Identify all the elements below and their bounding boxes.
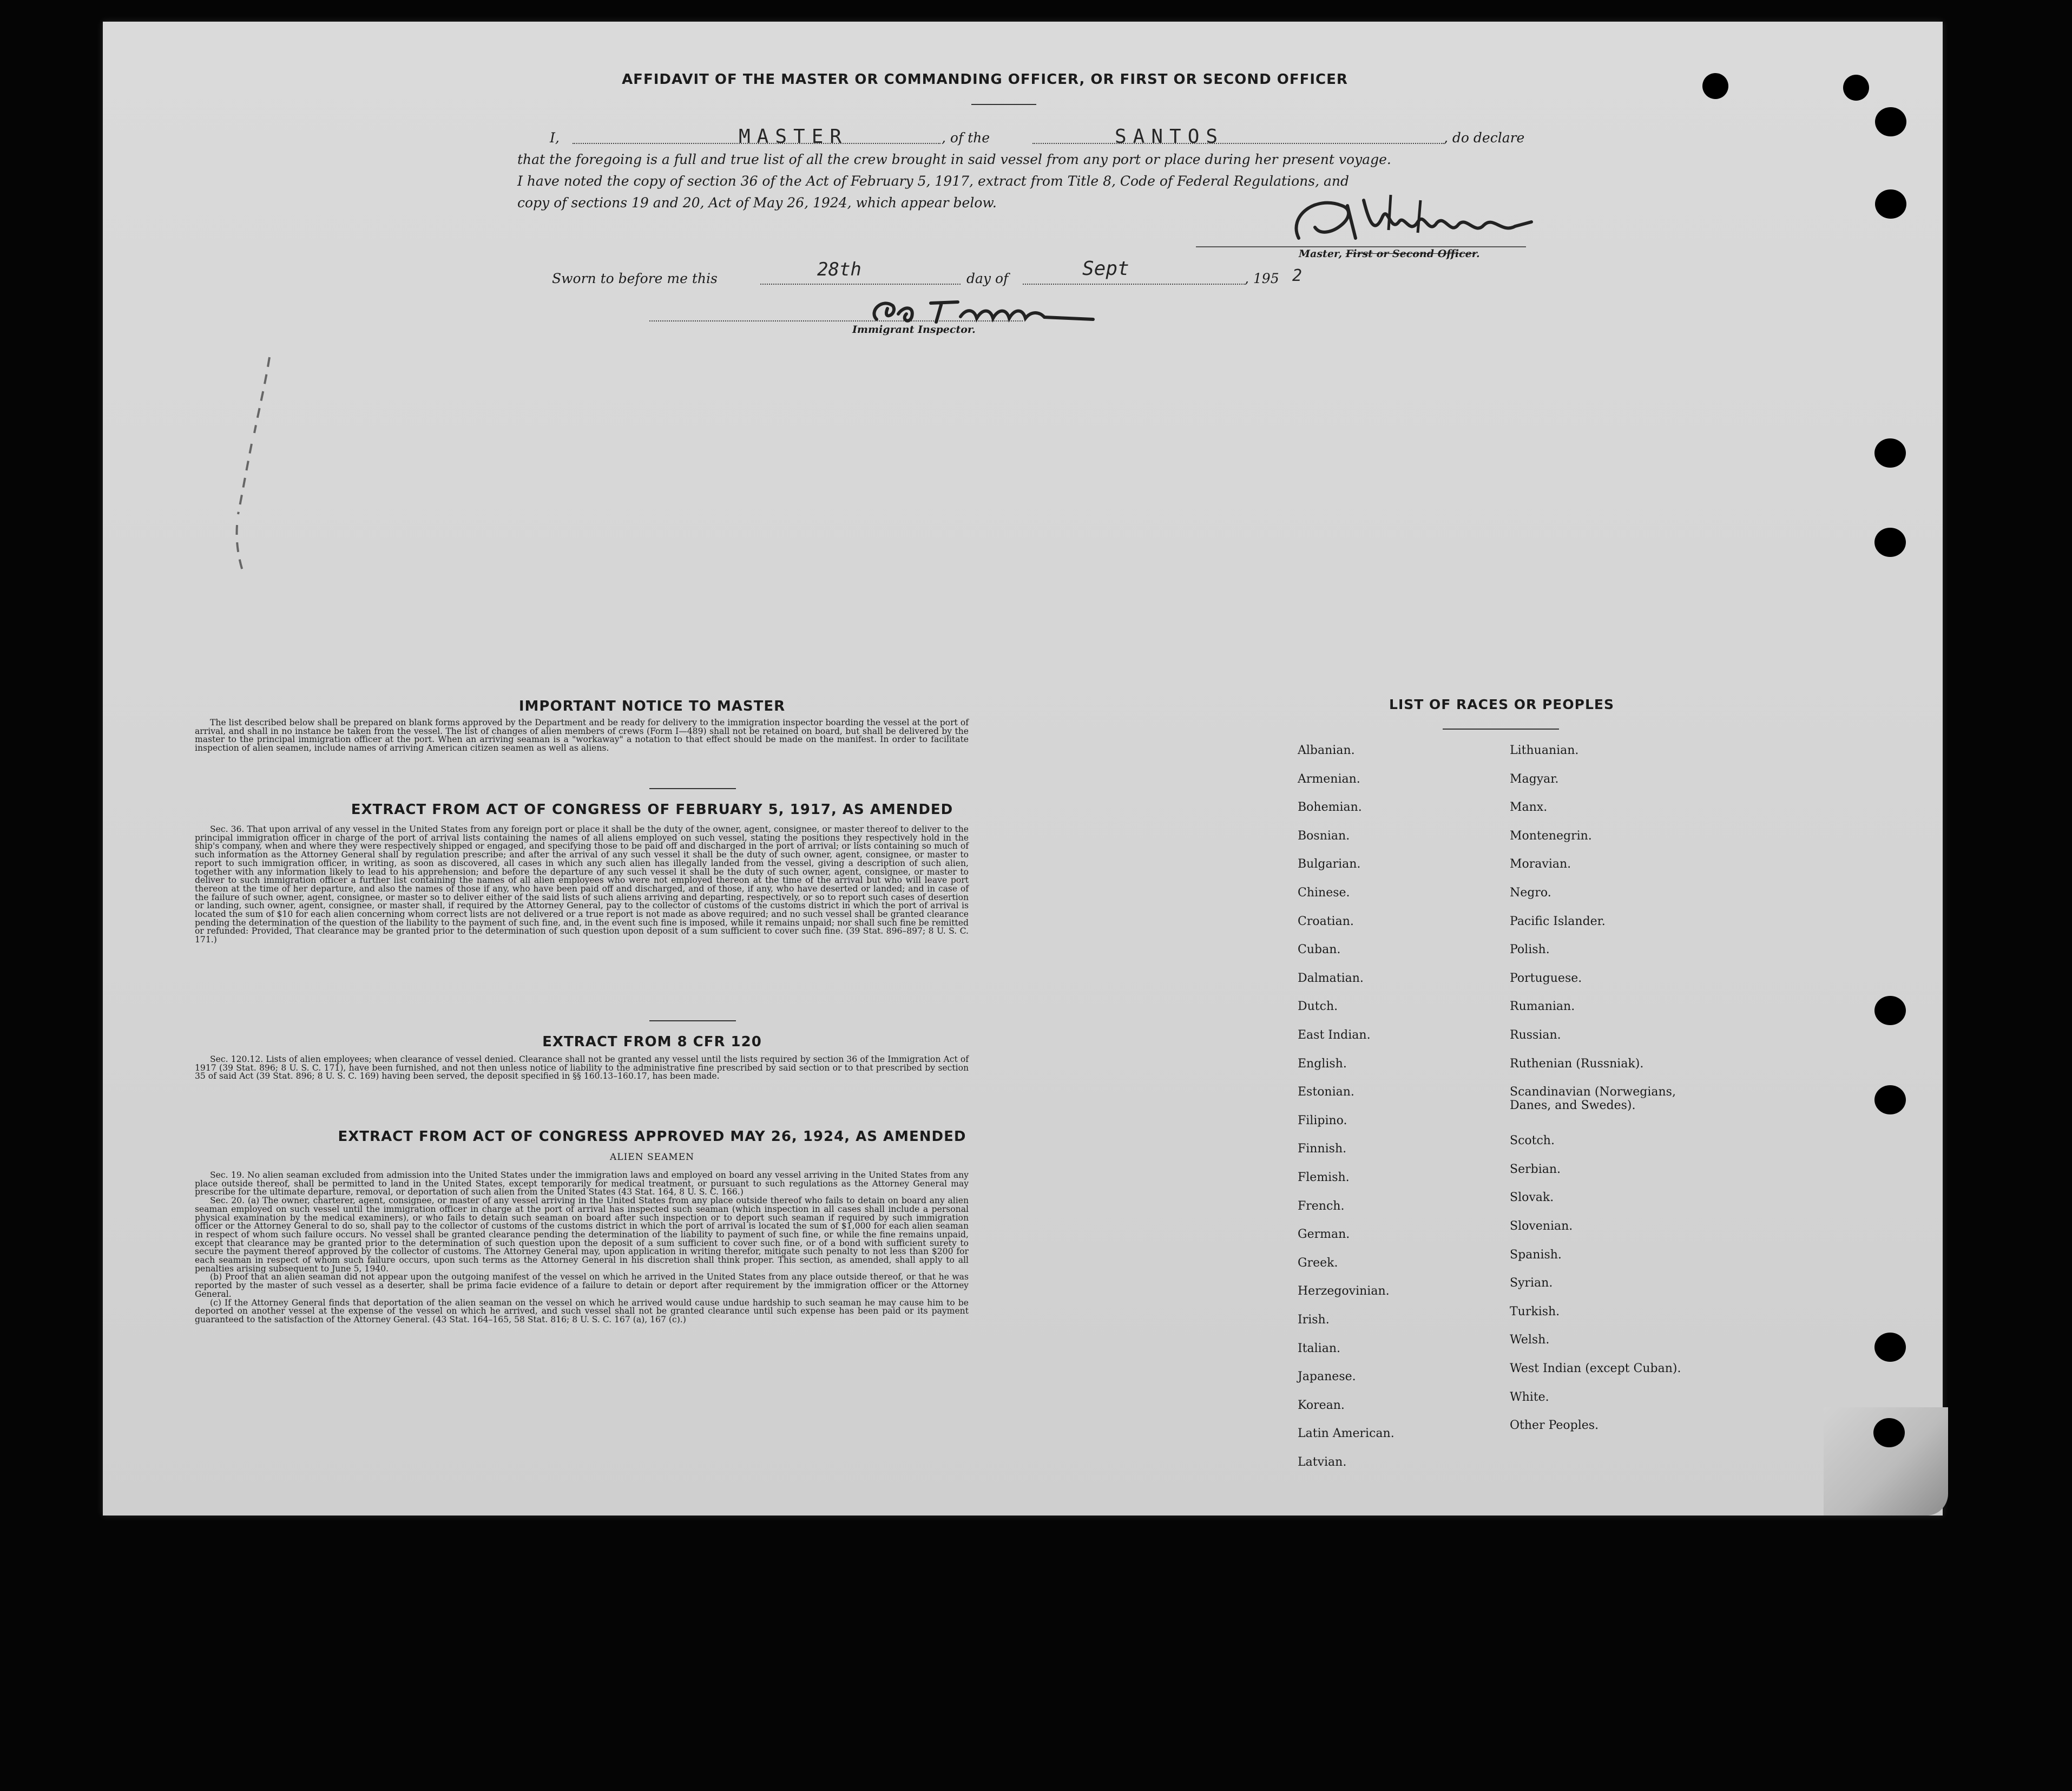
races-divider	[1443, 729, 1559, 730]
year-digit-value: 2	[1292, 266, 1303, 285]
master-signature-caption	[1299, 248, 1480, 260]
race-item: Latvian.	[1298, 1455, 1347, 1469]
race-item: Negro.	[1510, 886, 1551, 900]
race-item: Dutch.	[1298, 1000, 1338, 1014]
race-item: Finnish.	[1298, 1142, 1347, 1156]
sworn-month-field	[1023, 284, 1245, 285]
race-item: Albanian.	[1298, 744, 1355, 757]
race-item: Bohemian.	[1298, 801, 1362, 815]
race-item: Irish.	[1298, 1313, 1330, 1327]
do-declare-label: , do declare	[1444, 130, 1525, 146]
race-item: French.	[1298, 1199, 1345, 1213]
of-the-label: , of the	[942, 130, 990, 146]
race-item: Portuguese.	[1510, 971, 1582, 985]
punch-hole	[1873, 1418, 1905, 1447]
race-item: Italian.	[1298, 1341, 1340, 1355]
caption-struck-officer: First or Second Officer	[1345, 248, 1477, 260]
race-item: Estonian.	[1298, 1085, 1354, 1099]
vessel-value: SANTOS	[1115, 126, 1225, 148]
affidavit-line-4: copy of sections 19 and 20, Act of May 26, 1924, which appear below.	[517, 195, 997, 211]
race-item: Greek.	[1298, 1256, 1338, 1270]
alien-seamen-subtitle: ALIEN SEAMEN	[610, 1152, 694, 1163]
race-item: West Indian (except Cuban).	[1510, 1362, 1681, 1375]
notice-text: The list described below shall be prepared on blank forms approved by the Department and be ready for delivery to the immigration inspector boarding the vessel at the port of arrival, and shall in no instance be taken from the vessel. The list of changes of alien members of crews (Form I—489) shall not be retained on board, but shall be delivered by the master to the principal immigration officer at the port. When an arriving seaman is a "workaway" a notation to that effect should be made on the manifest. In order to facilitate inspection of alien seamen, include names of arriving American citizen seamen as well as aliens.	[195, 718, 969, 753]
extract-1924-title: EXTRACT FROM ACT OF CONGRESS APPROVED MAY 26, 1924, AS AMENDED	[338, 1129, 966, 1145]
race-item: Chinese.	[1298, 886, 1350, 900]
sec20b-text: (b) Proof that an alien seaman did not appear upon the outgoing manifest of the vessel on which he arrived in the United States from any place outside thereof, or that he was reported by the master of such vessel as a deserter, shall be prima facie evidence of a failure to detain or deport after requirement by the immigration officer or the Attorney General.	[195, 1272, 969, 1299]
race-item: Scandinavian (Norwegians, Danes, and Swedes).	[1510, 1085, 1676, 1113]
race-item: Dalmatian.	[1298, 971, 1364, 985]
race-item: Russian.	[1510, 1028, 1561, 1042]
race-item: Other Peoples.	[1510, 1419, 1599, 1433]
race-item: German.	[1298, 1228, 1350, 1242]
affidavit-i-label: I,	[550, 130, 560, 146]
vessel-field	[1032, 143, 1444, 144]
race-item: Montenegrin.	[1510, 829, 1592, 843]
caption-master: Master,	[1299, 248, 1346, 260]
race-item: Flemish.	[1298, 1171, 1350, 1184]
affidavit-title: AFFIDAVIT OF THE MASTER OR COMMANDING OFFICER, OR FIRST OR SECOND OFFICER	[622, 71, 1348, 88]
sworn-label: Sworn to before me this	[552, 271, 718, 286]
race-item: Scotch.	[1510, 1134, 1555, 1148]
race-item: Korean.	[1298, 1398, 1345, 1412]
race-item: Turkish.	[1510, 1304, 1560, 1318]
notice-divider	[649, 788, 736, 789]
extract-1917-text: Sec. 36. That upon arrival of any vessel in the United States from any foreign port or place it shall be the duty of the owner, agent, consignee, or master thereof to deliver to the principal immigration officer in charge of the port of arrival lists containing the names of all aliens employed on such vessel, stating the positions they respectively hold in the ship's company, when and where they were respectively shipped or engaged, and specifying those to be paid off and discharged in the port of arrival; or lists containing so much of such information as the Attorney General shall by regulation prescribe; and after the arrival of any such vessel it shall be the duty of such owner, agent, consignee, or master to report to such immigration officer, in writing, as soon as discovered, all cases in which any such alien has illegally landed from the vessel, giving a description of such alien, together with any information likely to lead to his apprehension; and before the departure of any such vessel it shall be the duty of such owner, agent, consignee, or master to deliver to such immigration officer a further list containing the names of all alien employees who were not employed thereon at the time of the arrival but who will leave port thereon at the time of her departure, and also the names of those if any, who have been paid off and discharged, and of those, if any, who have deserted or landed; and in case of the failure of such owner, agent, consignee, or master so to deliver either of the said lists of such aliens arriving and departing, respectively, or so to report such cases of desertion or landing, such owner, agent, consignee, or master shall, if required by the Attorney General, pay to the collector of customs of the customs district in which the port of arrival is located the sum of $10 for each alien concerning whom correct lists are not delivered or a true report is not made as above required; and no such vessel shall be granted clearance pending the determination of the question of the liability to the payment of such fine, and, in the event such fine is imposed, while it remains unpaid; nor shall such fine be remitted or refunded: Provided, That clearance may be granted prior to the determination of such question upon deposit of a sum sufficient to cover such fine. (39 Stat. 896–897; 8 U. S. C. 171.)	[195, 824, 969, 945]
punch-hole	[1875, 189, 1906, 219]
race-item: Lithuanian.	[1510, 744, 1579, 757]
margin-pencil-mark	[222, 352, 276, 579]
punch-hole	[1874, 528, 1906, 557]
race-item: Bosnian.	[1298, 829, 1350, 843]
race-item: Welsh.	[1510, 1333, 1550, 1347]
race-item: Croatian.	[1298, 914, 1354, 928]
sworn-day-value: 28th	[817, 259, 861, 280]
race-item: Bulgarian.	[1298, 857, 1361, 871]
race-item: English.	[1298, 1057, 1347, 1071]
punch-hole	[1702, 73, 1728, 99]
race-item: Serbian.	[1510, 1162, 1561, 1176]
race-item: Spanish.	[1510, 1248, 1562, 1262]
punch-hole	[1843, 75, 1869, 101]
race-item: Armenian.	[1298, 772, 1360, 786]
punch-hole	[1874, 996, 1906, 1025]
affidavit-line-2: that the foregoing is a full and true list of all the crew brought in said vessel from any port or place during her present voyage.	[517, 152, 1391, 167]
race-item: Pacific Islander.	[1510, 914, 1606, 928]
punch-hole	[1875, 107, 1906, 136]
extract-1924-text-block	[195, 1171, 969, 1324]
affidavit-line-3: I have noted the copy of section 36 of the Act of February 5, 1917, extract from Title 8, Code of Federal Regulations, and	[517, 173, 1349, 189]
punch-hole	[1874, 1333, 1906, 1362]
notice-title: IMPORTANT NOTICE TO MASTER	[518, 698, 786, 714]
race-item: Polish.	[1510, 943, 1550, 957]
sec20c-text: (c) If the Attorney General finds that deportation of the alien seaman on the vessel on which he arrived would cause undue hardship to such seaman he may cause him to be deported on another vessel at the expense of the vessel on which he arrived, and such vessel shall not be granted clearance until such expense has been paid or its payment guaranteed to the satisfaction of the Attorney General. (43 Stat. 164–165, 58 Stat. 816; 8 U. S. C. 167 (a), 167 (c).)	[195, 1297, 969, 1324]
punch-hole	[1874, 1085, 1906, 1114]
extract-1917-divider	[649, 1020, 736, 1021]
race-item: Ruthenian (Russniak).	[1510, 1057, 1644, 1071]
extract-8cfr-text: Sec. 120.12. Lists of alien employees; when clearance of vessel denied. Clearance shall not be granted any vessel until the lists required by section 36 of the Immigration Act of 1917 (39 Stat. 896; 8 U. S. C. 171), have been furnished, and not then unless notice of liability to the administrative fine prescribed by said section or to that prescribed by section 35 of said Act (39 Stat. 896; 8 U. S. C. 169) having been served, the deposit specified in §§ 160.13–160.17, has been made.	[195, 1054, 969, 1081]
notice-text-block	[195, 719, 969, 753]
sec20a-text: Sec. 20. (a) The owner, charterer, agent, consignee, or master of any vessel arriving in the United States from any place outside thereof who fails to detain on board any alien seaman employed on such vessel until the immigration officer in charge at the port of arrival has inspected such seaman (which inspection in all cases shall include a personal physical examination by the medical examiners), or who fails to detain such seaman on board after such inspection or to deport such seaman if required by such immigration officer or the Attorney General to do so, shall pay to the collector of customs of the customs district in which the port of arrival is located the sum of $1,000 for each alien seaman in respect of whom such failure occurs. No vessel shall be granted clearance pending the determination of the liability to payment of such fine, or while the fine remains unpaid, except that clearance may be granted prior to the determination of such question upon the deposit of a sum sufficient to cover such fine, or of a bond with sufficient surety to secure the payment thereof approved by the collector of customs. The Attorney General may, upon application in writing therefor, mitigate such penalty to not less than $200 for each seaman in respect of whom such failure occurs, upon such terms as the Attorney General in his discretion shall think proper. This section, as amended, shall apply to all penalties arising subsequent to June 5, 1940.	[195, 1196, 969, 1274]
race-item: Manx.	[1510, 801, 1548, 815]
race-item: Filipino.	[1298, 1113, 1347, 1127]
race-item: Slovenian.	[1510, 1219, 1573, 1233]
extract-1917-text-block	[195, 825, 969, 944]
declarant-value: MASTER	[739, 126, 848, 148]
race-item: Syrian.	[1510, 1276, 1553, 1290]
punch-hole	[1874, 438, 1906, 468]
extract-8cfr-text-block	[195, 1055, 969, 1081]
race-item: Moravian.	[1510, 857, 1571, 871]
title-divider	[971, 104, 1036, 105]
sworn-day-field	[760, 284, 961, 285]
race-item: Japanese.	[1298, 1370, 1356, 1384]
inspector-caption: Immigrant Inspector.	[852, 324, 976, 336]
race-item: Magyar.	[1510, 772, 1559, 786]
day-of-label: day of	[966, 271, 1009, 286]
races-title: LIST OF RACES OR PEOPLES	[1389, 697, 1614, 712]
caption-period: .	[1476, 248, 1480, 260]
race-item: Herzegovinian.	[1298, 1284, 1390, 1298]
race-item: White.	[1510, 1390, 1549, 1404]
race-item: Slovak.	[1510, 1191, 1554, 1205]
race-item: Cuban.	[1298, 943, 1341, 957]
sworn-month-value: Sept	[1082, 258, 1129, 280]
race-item: Latin American.	[1298, 1427, 1395, 1441]
sec19-text: Sec. 19. No alien seaman excluded from admission into the United States under the immigration laws and employed on board any vessel arriving in the United States from any place outside thereof, shall be permitted to land in the United States, except temporarily for medical treatment, or pursuant to such regulations as the Attorney General may prescribe for the ultimate departure, removal, or deportation of such alien from the United States (43 Stat. 164, 8 U. S. C. 166.)	[195, 1170, 969, 1197]
extract-8cfr-title: EXTRACT FROM 8 CFR 120	[542, 1034, 762, 1050]
year-label: , 195	[1245, 271, 1279, 286]
extract-1917-title: EXTRACT FROM ACT OF CONGRESS OF FEBRUARY 5, 1917, AS AMENDED	[351, 802, 953, 818]
race-item: Rumanian.	[1510, 1000, 1575, 1014]
race-item: East Indian.	[1298, 1028, 1371, 1042]
